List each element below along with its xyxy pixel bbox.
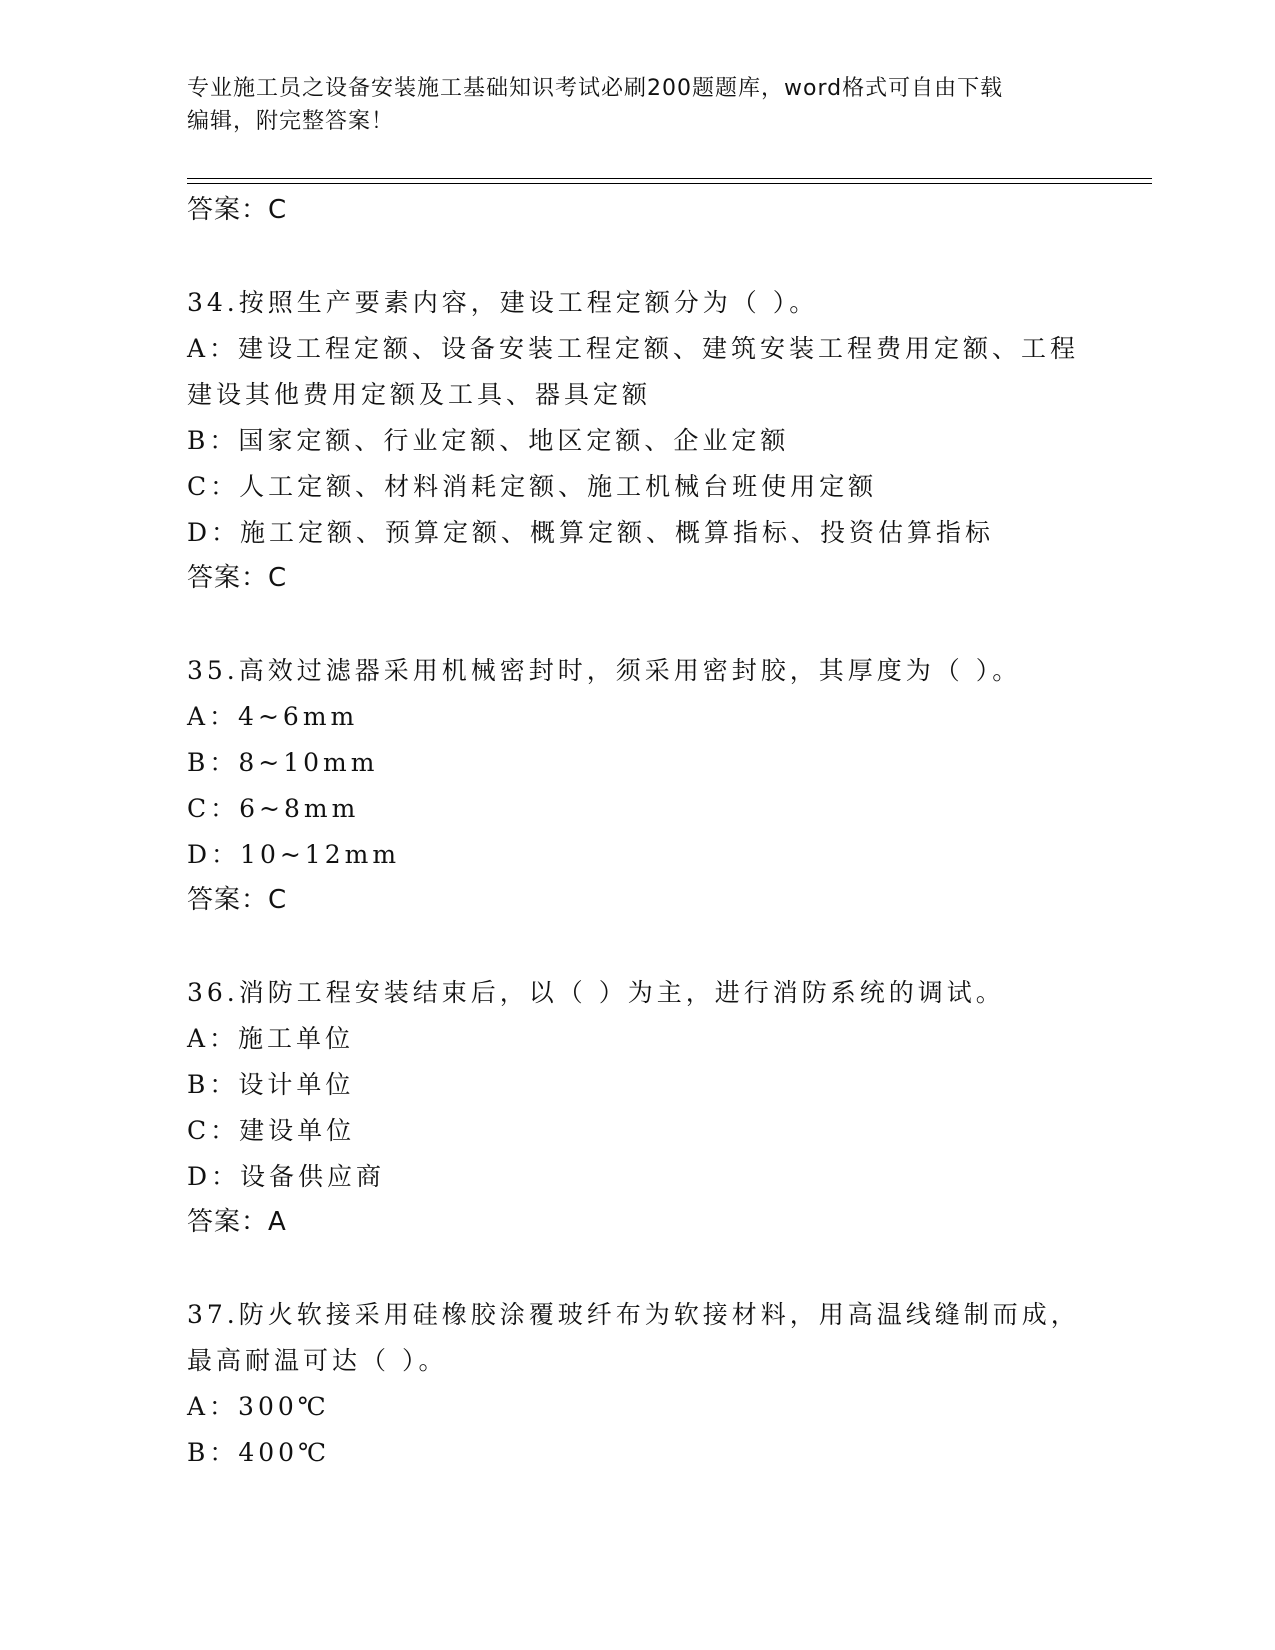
option-a: A：建设工程定额、设备安装工程定额、建筑安装工程费用定额、工程 — [187, 334, 1080, 363]
document-header — [187, 72, 1087, 138]
option-c: C：人工定额、材料消耗定额、施工机械台班使用定额 — [187, 472, 878, 501]
option-d: D：施工定额、预算定额、概算定额、概算指标、投资估算指标 — [187, 518, 995, 547]
question-text: 36.消防工程安装结束后，以（ ）为主，进行消防系统的调试。 — [187, 978, 1005, 1007]
answer-line: 答案：A — [187, 1207, 287, 1237]
header-divider-top — [187, 178, 1152, 179]
header-divider-bottom — [187, 183, 1152, 184]
header-line-1: 专业施工员之设备安装施工基础知识考试必刷200题题库，word格式可自由下载 — [187, 76, 1004, 101]
question-34 — [187, 280, 1087, 600]
option-b: B：8~10mm — [187, 748, 379, 777]
answer-line: 答案：C — [187, 195, 288, 225]
question-36 — [187, 970, 1087, 1244]
answer-line: 答案：C — [187, 885, 288, 915]
option-d: D：设备供应商 — [187, 1162, 386, 1191]
option-c: C：建设单位 — [187, 1116, 356, 1145]
question-37 — [187, 1292, 1087, 1476]
option-b: B：国家定额、行业定额、地区定额、企业定额 — [187, 426, 790, 455]
question-text: 35.高效过滤器采用机械密封时，须采用密封胶，其厚度为（ ）。 — [187, 656, 1022, 685]
question-text-continued: 最高耐温可达（ ）。 — [187, 1346, 448, 1375]
question-list — [187, 188, 1087, 1476]
option-b: B：400℃ — [187, 1438, 331, 1467]
question-35 — [187, 648, 1087, 922]
option-a-continued: 建设其他费用定额及工具、器具定额 — [187, 380, 652, 409]
question-text: 34.按照生产要素内容，建设工程定额分为（ ）。 — [187, 288, 819, 317]
option-c: C：6~8mm — [187, 794, 360, 823]
option-a: A：4~6mm — [187, 702, 359, 731]
option-a: A：300℃ — [187, 1392, 330, 1421]
option-d: D：10~12mm — [187, 840, 401, 869]
header-line-2: 编辑，附完整答案！ — [187, 109, 395, 134]
answer-line: 答案：C — [187, 563, 288, 593]
question-text: 37.防火软接采用硅橡胶涂覆玻纤布为软接材料，用高温线缝制而成， — [187, 1300, 1080, 1329]
option-a: A：施工单位 — [187, 1024, 355, 1053]
option-b: B：设计单位 — [187, 1070, 355, 1099]
